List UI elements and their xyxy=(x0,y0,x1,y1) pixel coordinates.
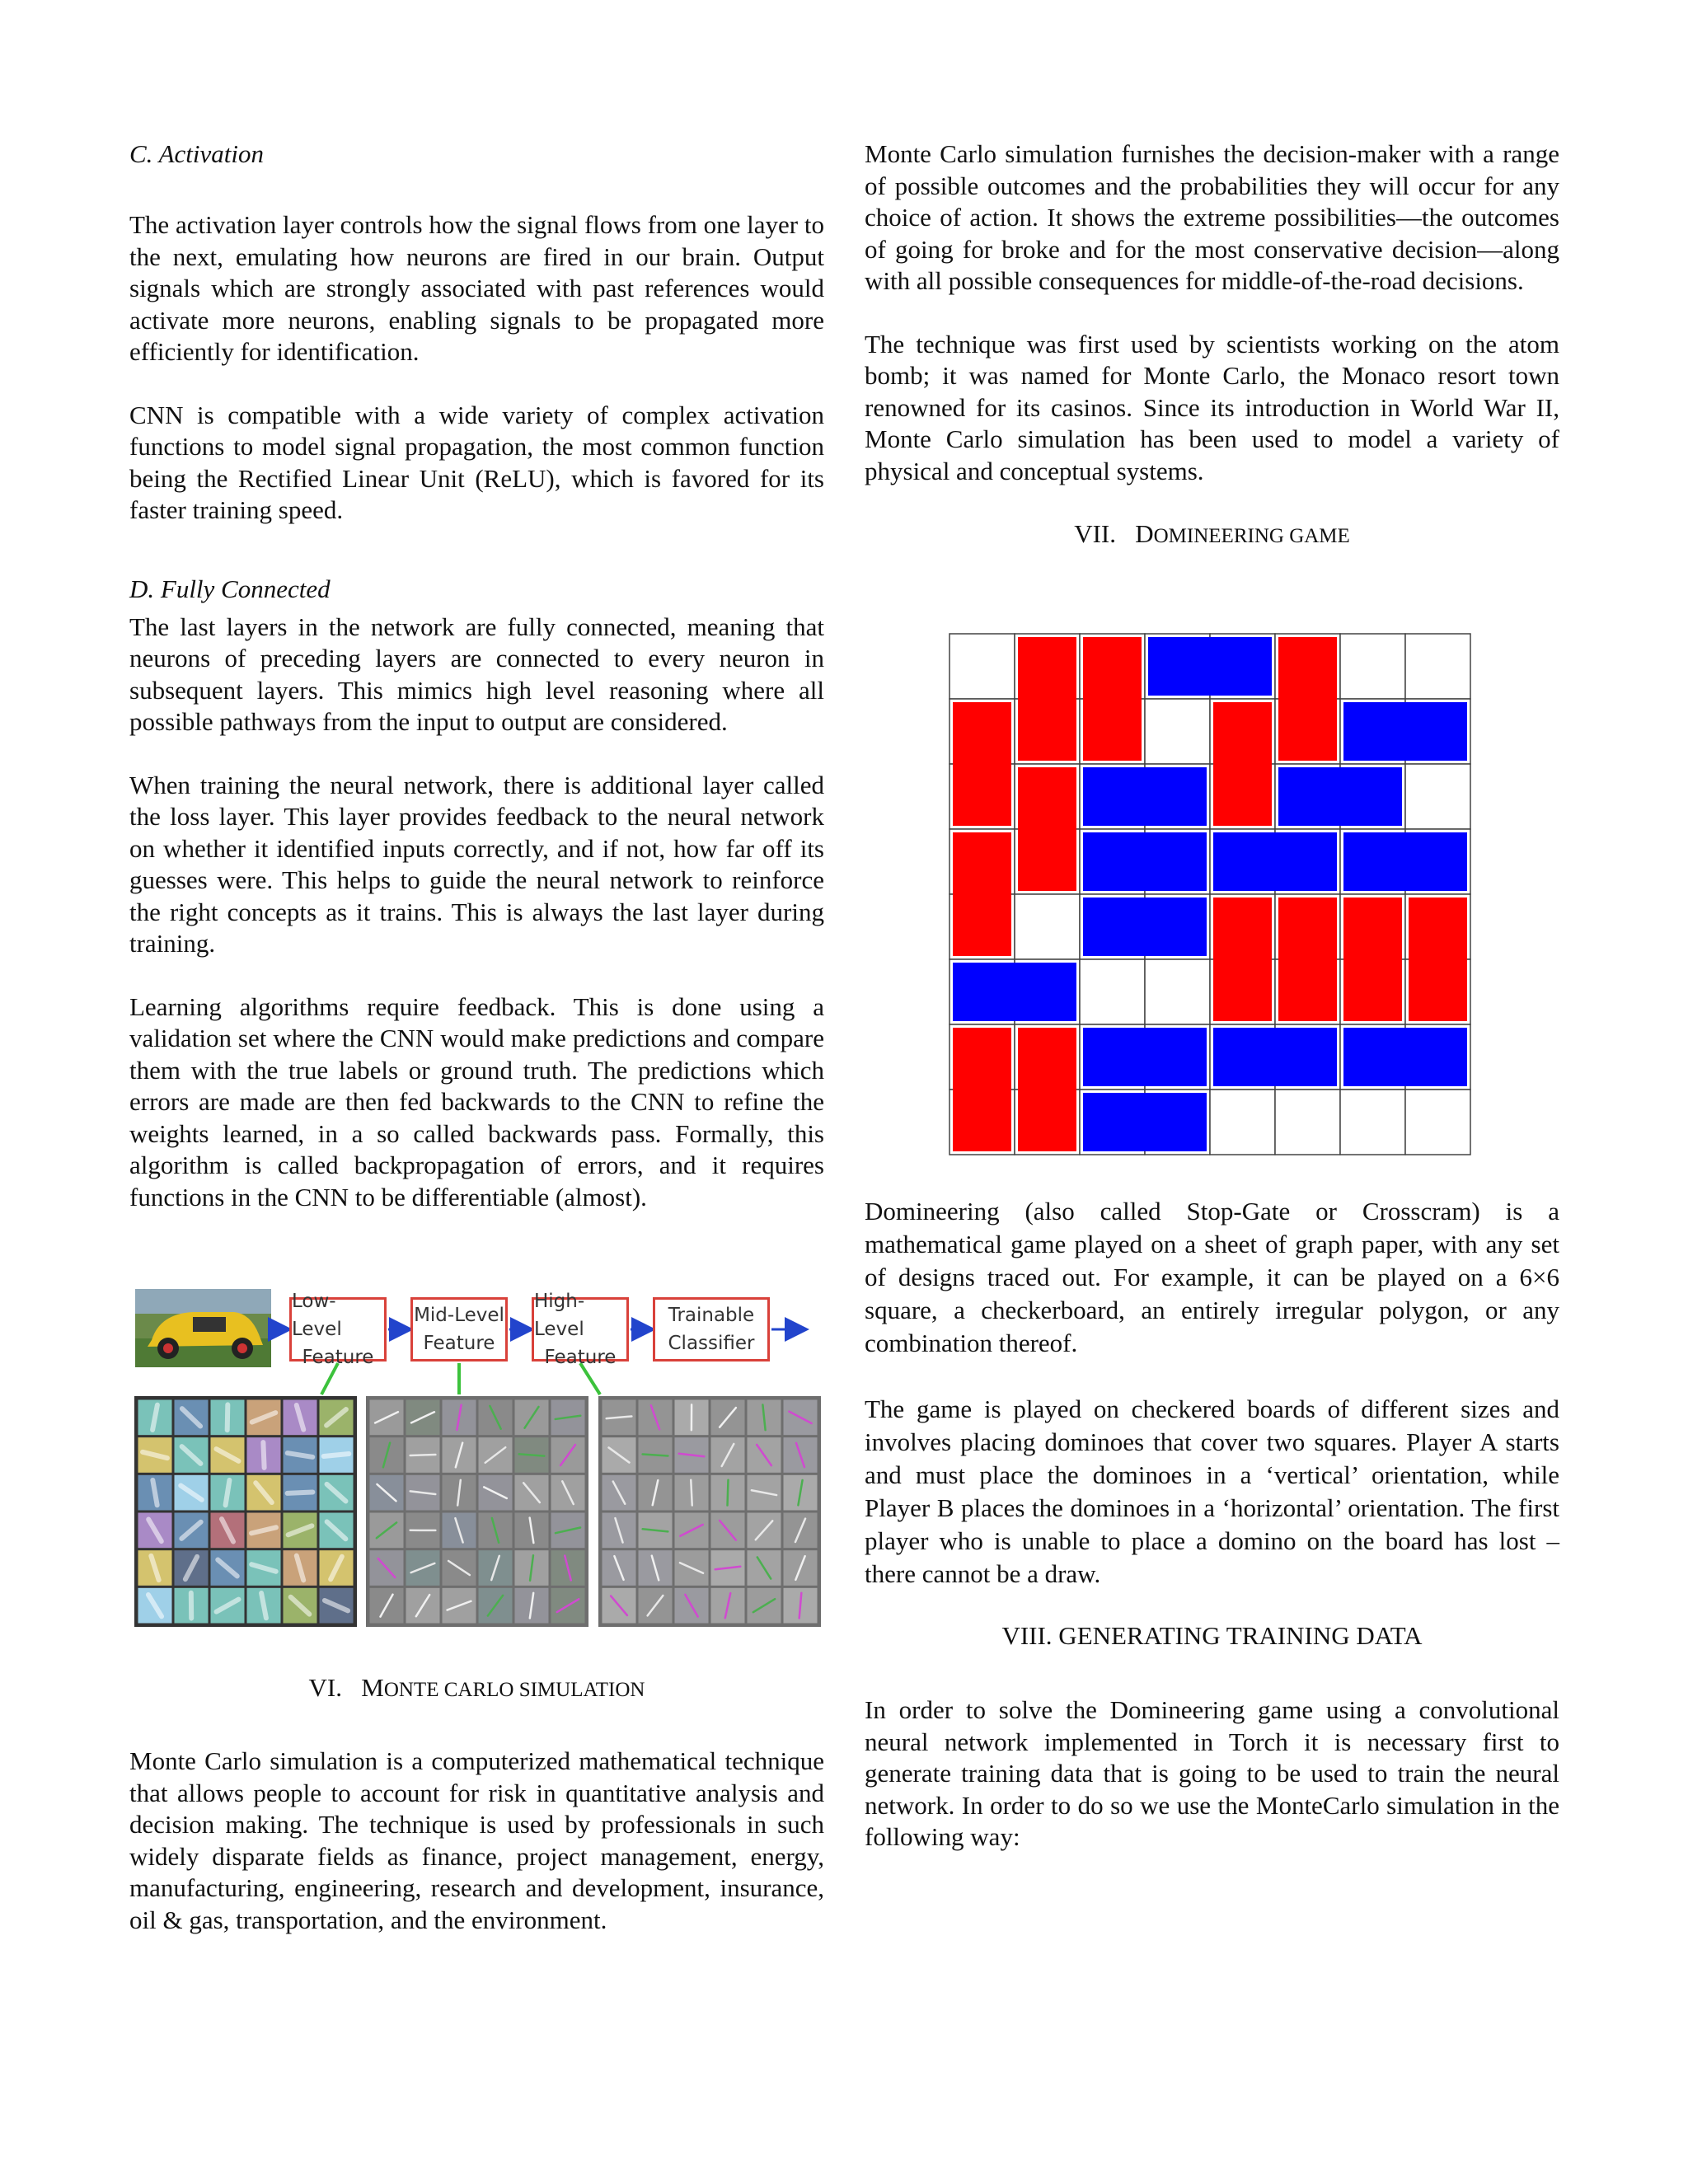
right-column xyxy=(865,138,1559,552)
monte-carlo-heading-rest: ONTE CARLO SIMULATION xyxy=(383,1679,645,1701)
generating-training-data-paragraph: In order to solve the Domineering game using a convolutional neural network implemented in Torch it is necessary first to generate training data that is going to be used to train the neural network. In order to do so we use the MonteCarlo simulation in the following way: xyxy=(865,1695,1559,1851)
monte-carlo-heading-initial: M xyxy=(361,1673,384,1702)
fully-connected-heading: D. Fully Connected xyxy=(129,574,331,603)
board-cell xyxy=(1405,1090,1470,1155)
domineering-paragraph-1: Domineering (also called Stop-Gate or Crosscram) is a mathematical game played on a sheet of graph paper, with any set of designs traced out. For example, it can be played on a 6×6 square, a checkerboard, an entirely irregular polygon, or any combination thereof. xyxy=(865,1197,1559,1357)
board-cell xyxy=(1275,1090,1340,1155)
vertical-domino xyxy=(953,832,1011,956)
horizontal-domino xyxy=(1083,1028,1207,1086)
filter-stroke xyxy=(691,1480,692,1506)
domineering-paragraph-2: The game is played on checkered boards of different sizes and involves placing dominoes that cover two squares. Player A starts and must place the dominoes in a ‘vertical’ orientation, while Player B places the dominoes in a ‘horizontal’ orientation. The first player who is unable to place a domino on the board has lost – there cannot be a draw. xyxy=(865,1394,1559,1588)
high-level-label-2: Feature xyxy=(544,1347,617,1368)
left-column xyxy=(129,138,824,1213)
monte-carlo-paragraph-3: The technique was first used by scientists working on the atom bomb; it was named for Monte Carlo, the Monaco resort town renowned for its casinos. Since its introduction in World War II, Monte Carlo simulation has been used to model a variety of physical and conceptual systems. xyxy=(865,329,1559,485)
board-cell xyxy=(1405,764,1470,829)
domineering-heading-number: VII. xyxy=(1074,519,1116,548)
cnn-feature-hierarchy-figure xyxy=(130,1282,823,1629)
board-cell xyxy=(1145,959,1210,1024)
horizontal-domino xyxy=(1343,702,1467,761)
board-cell xyxy=(1340,1090,1405,1155)
fully-connected-paragraph-2: When training the neural network, there is additional layer called the loss layer. This layer provides feedback to the neural network on whether it identified inputs correctly, and if not, how far off its guesses were. This helps to guide the neural network to reinforce the right concepts as it trains. This is always the last layer during training. xyxy=(129,770,824,958)
horizontal-domino xyxy=(1278,767,1402,826)
vertical-domino xyxy=(1213,898,1272,1021)
low-level-feature-box xyxy=(289,1291,387,1368)
filter-stroke xyxy=(728,1480,729,1506)
mid-level-label-1: Mid-Level xyxy=(414,1305,504,1326)
high-level-feature-box xyxy=(532,1291,629,1368)
horizontal-domino xyxy=(1148,637,1272,696)
high-level-filter-grid xyxy=(598,1396,821,1627)
low-level-label-1: Low-Level xyxy=(292,1291,342,1340)
low-level-filter-grid xyxy=(134,1396,357,1627)
fully-connected-paragraph-1: The last layers in the network are fully connected, meaning that neurons of preceding layers are connected to every neuron in subsequent layers. This mimics high level reasoning where all possible pathways from the input to output are considered. xyxy=(129,612,824,736)
mid-level-filter-grid xyxy=(366,1396,588,1627)
vertical-domino xyxy=(1278,637,1337,761)
mid-level-label-2: Feature xyxy=(423,1333,495,1354)
vertical-domino xyxy=(1213,702,1272,826)
mid-level-feature-box xyxy=(410,1297,508,1361)
activation-paragraph-2: CNN is compatible with a wide variety of complex activation functions to model signal propagation, the most common function being the Rectified Linear Unit (ReLU), which is favored for its faster training speed. xyxy=(129,400,824,524)
filter-stroke xyxy=(288,1492,313,1493)
horizontal-domino xyxy=(1343,1028,1467,1086)
horizontal-domino xyxy=(1083,1093,1207,1151)
monte-carlo-section xyxy=(129,1672,824,1936)
vertical-domino xyxy=(1409,898,1467,1021)
horizontal-domino xyxy=(953,963,1076,1021)
vertical-domino xyxy=(1278,898,1337,1021)
board-cell xyxy=(1015,894,1080,959)
classifier-label-1: Trainable xyxy=(668,1305,755,1326)
board-cell xyxy=(1080,959,1145,1024)
board-cell xyxy=(1340,634,1405,699)
trainable-classifier-box xyxy=(653,1297,770,1361)
horizontal-domino xyxy=(1083,767,1207,826)
low-level-label-2: Feature xyxy=(302,1347,374,1368)
fully-connected-paragraph-3: Learning algorithms require feedback. This is done using a validation set where the CNN would make predictions and compare them with the true labels or ground truth. The predictions which errors are made are then fed backwards to the CNN to refine the weights learned, in a so called backwards pass. Formally, this algorithm is called backpropagation of errors, and it requires functions in the CNN to be differentiable (almost). xyxy=(129,991,824,1212)
domineering-board xyxy=(948,632,1472,1156)
filter-stroke xyxy=(227,1404,228,1430)
board-cell xyxy=(1210,1090,1275,1155)
high-level-label-1: High-Level xyxy=(534,1291,585,1340)
activation-paragraph-1: The activation layer controls how the signal flows from one layer to the next, emulating how neurons are fired in our brain. Output signals which are strongly associated with past references would activate more neurons, enabling signals to be propagated more efficiently for identification. xyxy=(129,210,824,366)
filter-stroke xyxy=(263,1442,264,1468)
horizontal-domino xyxy=(1343,832,1467,891)
vertical-domino xyxy=(1343,898,1402,1021)
vertical-domino xyxy=(1018,637,1076,761)
monte-carlo-paragraph-1: Monte Carlo simulation is a computerized mathematical technique that allows people to account for risk in quantitative analysis and decision making. The technique is used by professionals in such widely disparate fields as finance, project management, energy, manufacturing, engineering, research and development, insurance, oil & gas, transportation, and the environment. xyxy=(129,1746,824,1934)
vertical-domino xyxy=(1018,767,1076,891)
vertical-domino xyxy=(953,702,1011,826)
classifier-label-2: Classifier xyxy=(668,1333,755,1354)
board-cell xyxy=(1145,699,1210,764)
generating-training-data-heading: VIII. GENERATING TRAINING DATA xyxy=(1001,1621,1423,1650)
activation-heading: C. Activation xyxy=(129,139,265,168)
horizontal-domino xyxy=(1213,832,1337,891)
vertical-domino xyxy=(1018,1028,1076,1151)
domineering-heading-rest: OMINEERING GAME xyxy=(1153,525,1350,547)
horizontal-domino xyxy=(1213,1028,1337,1086)
horizontal-domino xyxy=(1083,898,1207,956)
horizontal-domino xyxy=(1083,832,1207,891)
domineering-heading xyxy=(865,518,1559,552)
monte-carlo-heading xyxy=(129,1672,824,1706)
vertical-domino xyxy=(1083,637,1142,761)
monte-carlo-paragraph-2: Monte Carlo simulation furnishes the decision-maker with a range of possible outcomes and the probabilities they will occur for any choice of action. It shows the extreme possibilities—the outcomes of going for broke and for the most conservative decision—along with all possible consequences for middle-of-the-road decisions. xyxy=(865,139,1559,295)
filter-stroke xyxy=(324,1454,349,1456)
domineering-text-section xyxy=(865,1195,1559,1854)
board-cell xyxy=(950,634,1015,699)
domineering-heading-initial: D xyxy=(1135,519,1154,548)
board-cell xyxy=(1405,634,1470,699)
vertical-domino xyxy=(953,1028,1011,1151)
monte-carlo-heading-number: VI. xyxy=(308,1673,342,1702)
